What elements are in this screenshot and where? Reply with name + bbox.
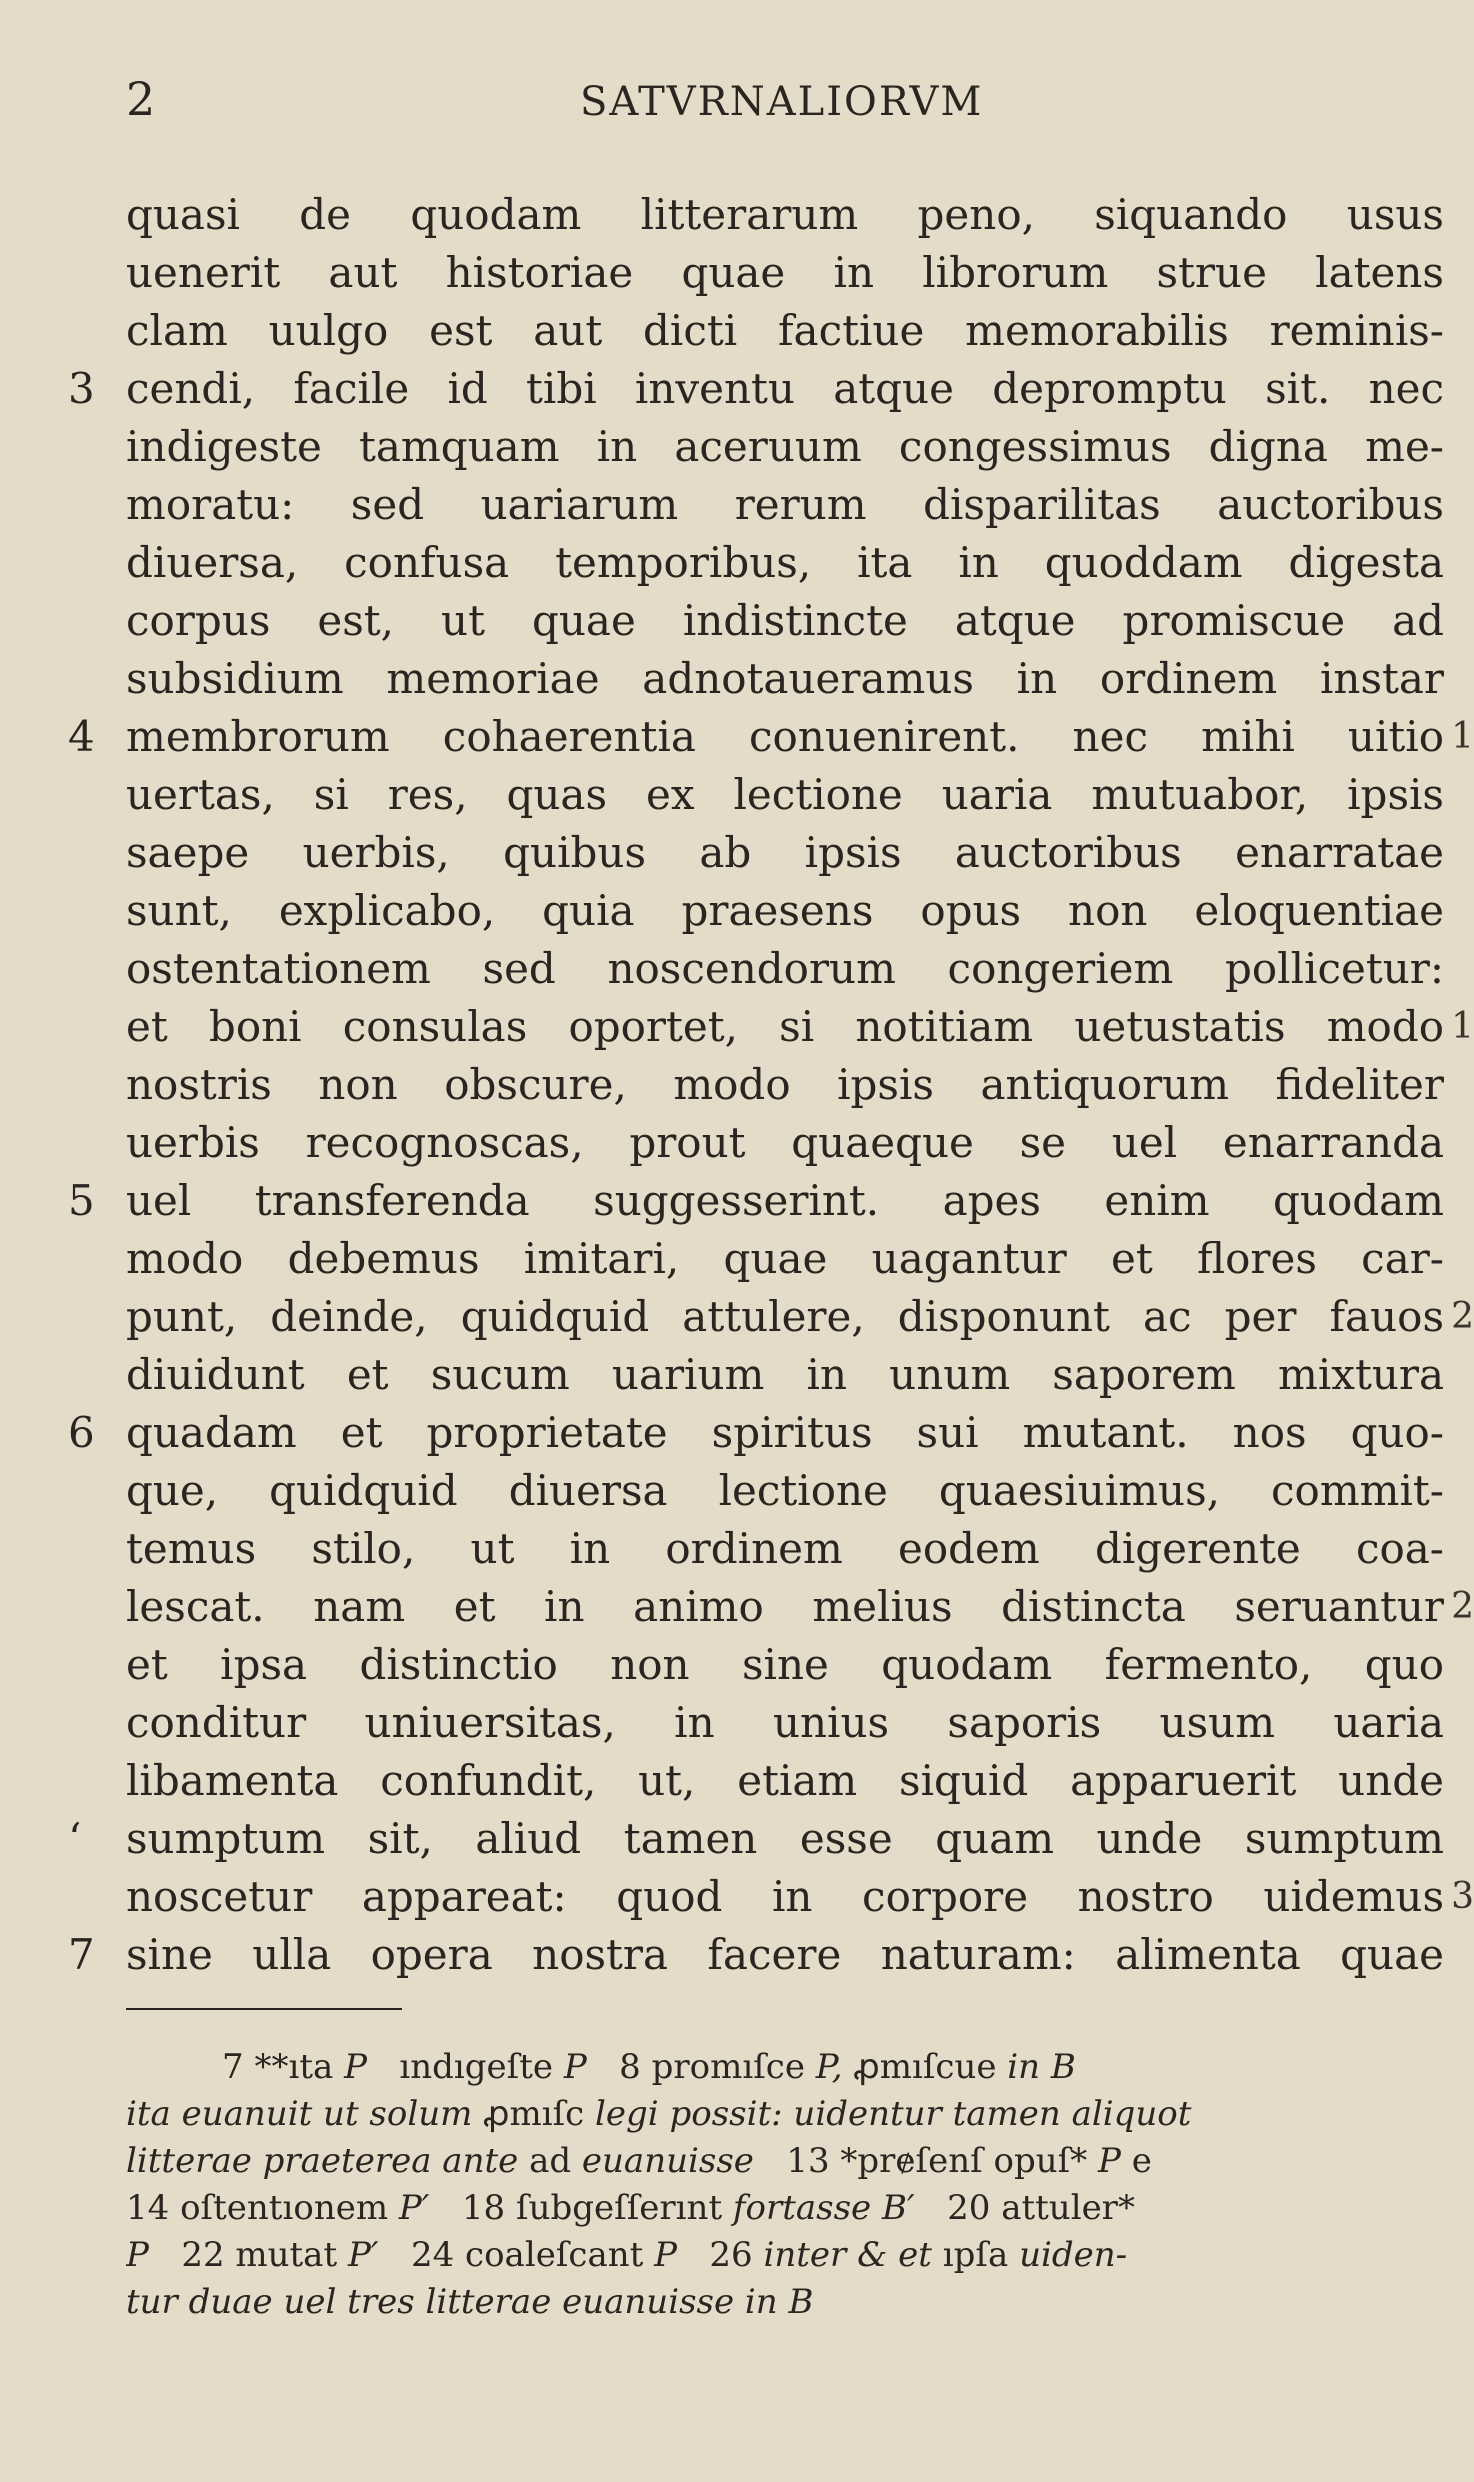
section-number: 4 (68, 712, 95, 761)
text-line (68, 1172, 1444, 1230)
line-text: membrorum cohaerentia conuenirent. nec mihi uitio (126, 712, 1444, 761)
section-number: 6 (68, 1408, 95, 1457)
apparatus-segment: P (126, 2235, 149, 2275)
apparatus-segment: P (1098, 2141, 1121, 2181)
margin-line-number: 2 (1451, 1586, 1474, 1627)
footnote-rule (126, 2008, 402, 2010)
apparatus-segment: legi possit: uidentur tamen aliquot (595, 2094, 1192, 2134)
line-text: temus stilo, ut in ordinem eodem digerente coa- (126, 1524, 1444, 1573)
text-line (126, 592, 1444, 650)
apparatus-line (126, 2232, 1444, 2279)
apparatus-segment: P (344, 2047, 367, 2087)
line-text: clam uulgo est aut dicti factiue memorabilis reminis- (126, 306, 1444, 355)
line-text: uerbis recognoscas, prout quaeque se uel enarranda (126, 1118, 1444, 1167)
line-text: diuersa, confusa temporibus, ita in quoddam digesta (126, 538, 1444, 587)
line-text: moratu: sed uariarum rerum disparilitas auctoribus (126, 480, 1444, 529)
apparatus-segment: 26 (676, 2235, 764, 2275)
text-line (126, 302, 1444, 360)
text-line (126, 1578, 1474, 1636)
apparatus-line (126, 2185, 1444, 2232)
apparatus-segment: P′ (398, 2188, 430, 2228)
text-line (68, 1404, 1444, 1462)
text-line (126, 1346, 1444, 1404)
text-line (126, 766, 1444, 824)
text-line (126, 1868, 1474, 1926)
line-text: noscetur appareat: quod in corpore nostro uidemus (126, 1872, 1444, 1921)
margin-line-number: 2 (1451, 1296, 1474, 1337)
apparatus-segment: tur duae uel tres litterae euanuisse in B (126, 2282, 814, 2322)
apparatus-segment: in B (1007, 2047, 1076, 2087)
page-number: 2 (126, 72, 156, 126)
margin-line-number: 1 (1451, 716, 1474, 757)
text-line (68, 360, 1444, 418)
apparatus-segment: euanuisse (581, 2141, 754, 2181)
line-text: punt, deinde, quidquid attulere, disponunt ac per fauos (126, 1292, 1444, 1341)
apparatus-segment: 8 promıſce (586, 2047, 816, 2087)
text-line (126, 534, 1444, 592)
line-text: et boni consulas oportet, si notitiam uetustatis modo (126, 1002, 1444, 1051)
line-text: saepe uerbis, quibus ab ipsis auctoribus enarratae (126, 828, 1444, 877)
apparatus-segment: 18 ſubgeſſerınt (429, 2188, 733, 2228)
apparatus-segment: P, (815, 2047, 843, 2087)
running-head: SATVRNALIORVM (580, 79, 984, 125)
line-text: sumptum sit, aliud tamen esse quam unde sumptum (126, 1814, 1444, 1863)
text-line (126, 1462, 1444, 1520)
apparatus-segment: 7 **ıta (222, 2047, 345, 2087)
apparatus-segment: P′ (347, 2235, 379, 2275)
apparatus-segment: ıpſa (942, 2235, 1020, 2275)
text-line (126, 998, 1474, 1056)
main-text (68, 186, 1474, 1984)
line-text: libamenta confundit, ut, etiam siquid apparuerit unde (126, 1756, 1444, 1805)
text-line (126, 882, 1444, 940)
critical-apparatus (126, 2044, 1444, 2326)
text-line (126, 1230, 1444, 1288)
apparatus-segment: ad (529, 2141, 582, 2181)
apparatus-segment: uiden- (1019, 2235, 1128, 2275)
line-text: nostris non obscure, modo ipsis antiquorum fideliter (126, 1060, 1444, 1109)
text-line (126, 418, 1444, 476)
apparatus-segment: 14 oſtentıonem (126, 2188, 399, 2228)
apparatus-line (126, 2138, 1444, 2185)
text-line (126, 1636, 1444, 1694)
apparatus-segment: inter & et (763, 2235, 943, 2275)
apparatus-segment: litterae praeterea ante (126, 2141, 530, 2181)
line-text: que, quidquid diuersa lectione quaesiuimus, commit- (126, 1466, 1444, 1515)
text-line (126, 1694, 1444, 1752)
apparatus-segment: 13 *prɇſenſ opuſ* (753, 2141, 1099, 2181)
line-text: diuidunt et sucum uarium in unum saporem mixtura (126, 1350, 1444, 1399)
line-text: conditur uniuersitas, in unius saporis usum uaria (126, 1698, 1444, 1747)
line-text: quasi de quodam litterarum peno, siquando usus (126, 190, 1444, 239)
text-line (126, 244, 1444, 302)
apparatus-segment: e (1120, 2141, 1152, 2181)
line-text: modo debemus imitari, quae uagantur et flores car- (126, 1234, 1444, 1283)
section-number: ‘ (68, 1814, 82, 1863)
text-line (68, 1926, 1444, 1984)
text-line (126, 1752, 1444, 1810)
margin-line-number: 1 (1451, 1006, 1474, 1047)
text-line (126, 476, 1444, 534)
line-text: sine ulla opera nostra facere naturam: alimenta quae (126, 1930, 1444, 1979)
apparatus-line (126, 2279, 1444, 2326)
text-line (126, 1288, 1474, 1346)
apparatus-segment: ꝓmıſcue (842, 2047, 1008, 2087)
section-number: 3 (68, 364, 95, 413)
line-text: corpus est, ut quae indistincte atque promiscue ad (126, 596, 1444, 645)
text-line (126, 186, 1444, 244)
apparatus-segment: ındıgeſte (366, 2047, 564, 2087)
text-line (68, 1810, 1444, 1868)
line-text: indigeste tamquam in aceruum congessimus digna me- (126, 422, 1444, 471)
line-text: cendi, facile id tibi inventu atque depromptu sit. nec (126, 364, 1444, 413)
line-text: lescat. nam et in animo melius distincta seruantur (126, 1582, 1444, 1631)
text-line (126, 940, 1444, 998)
margin-line-number: 3 (1451, 1876, 1474, 1917)
apparatus-segment: fortasse B′ (732, 2188, 915, 2228)
line-text: ostentationem sed noscendorum congeriem pollicetur: (126, 944, 1444, 993)
text-line (68, 708, 1474, 766)
text-line (126, 1114, 1444, 1172)
section-number: 7 (68, 1930, 95, 1979)
apparatus-segment: P (654, 2235, 677, 2275)
text-line (126, 824, 1444, 882)
text-line (126, 1056, 1444, 1114)
line-text: uel transferenda suggesserint. apes enim quodam (126, 1176, 1444, 1225)
text-line (126, 650, 1444, 708)
text-line (126, 1520, 1444, 1578)
apparatus-segment: 20 attuler* (914, 2188, 1135, 2228)
apparatus-segment: ita euanuit ut solum (126, 2094, 484, 2134)
line-text: quadam et proprietate spiritus sui mutant. nos quo- (126, 1408, 1444, 1457)
apparatus-line (126, 2044, 1444, 2091)
apparatus-segment: P (563, 2047, 587, 2087)
line-text: subsidium memoriae adnotaueramus in ordinem instar (126, 654, 1444, 703)
line-text: uenerit aut historiae quae in librorum strue latens (126, 248, 1444, 297)
apparatus-segment: 24 coaleſcant (378, 2235, 655, 2275)
line-text: uertas, si res, quas ex lectione uaria mutuabor, ipsis (126, 770, 1444, 819)
apparatus-segment: ꝓmıſc (483, 2094, 596, 2134)
section-number: 5 (68, 1176, 95, 1225)
line-text: et ipsa distinctio non sine quodam fermento, quo (126, 1640, 1444, 1689)
apparatus-line (126, 2091, 1444, 2138)
line-text: sunt, explicabo, quia praesens opus non eloquentiae (126, 886, 1444, 935)
apparatus-segment: 22 mutat (148, 2235, 348, 2275)
